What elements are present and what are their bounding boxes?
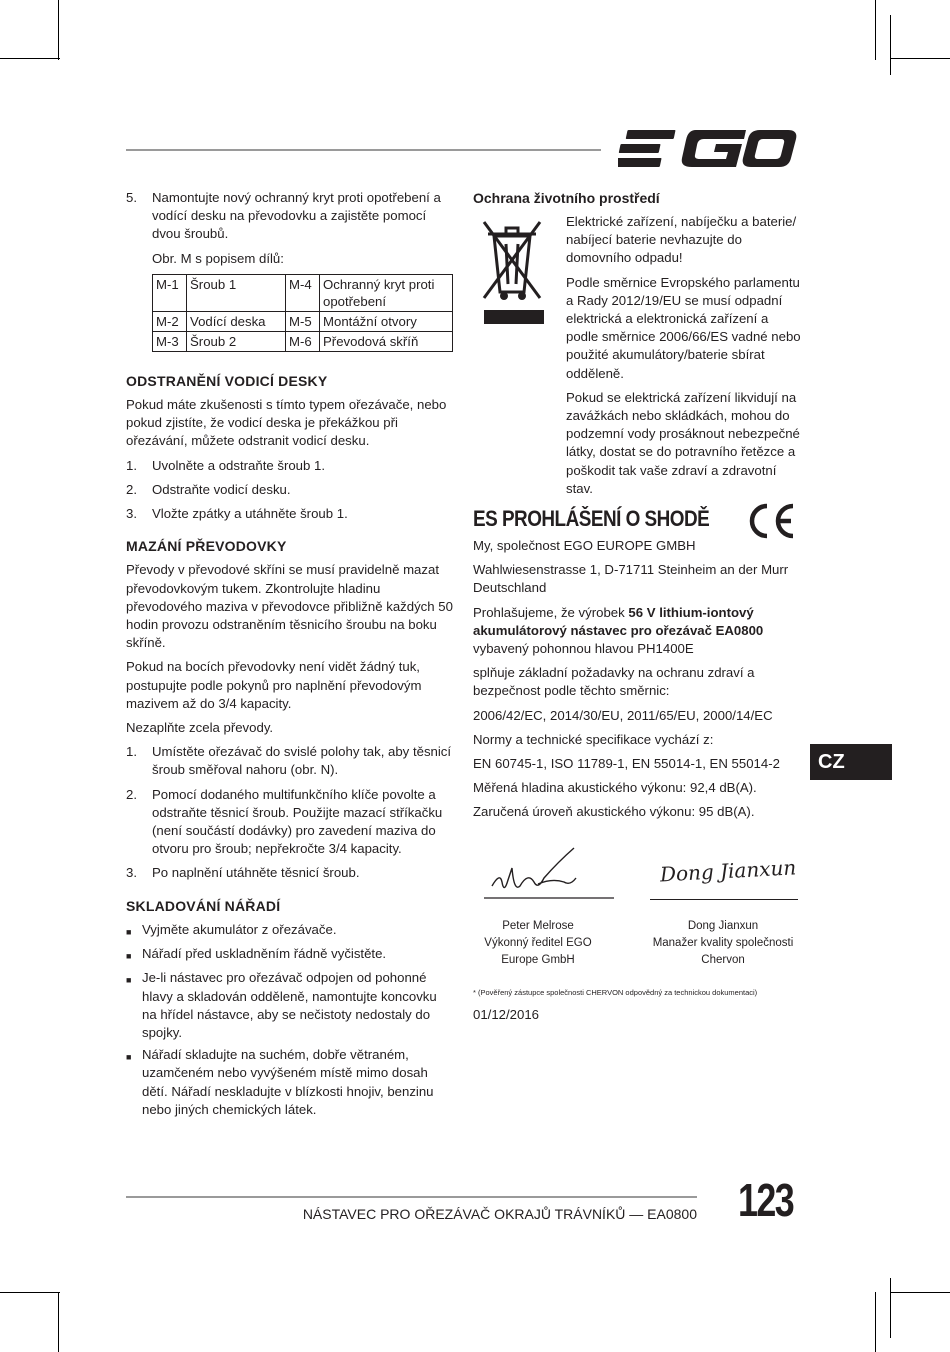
lube-step: 2. Pomocí dodaného multifunkčního klíče povolte a odstraňte těsnicí šroub. Použijte mazací stříkačku (není součástí dodávky) pro zavedení maziva do otvoru pro šroub; nepřekročte 3/4 kapacity.	[126, 786, 443, 857]
weee-bin-icon	[478, 214, 546, 326]
crop-mark	[890, 1292, 950, 1293]
section-heading-lube: MAZÁNÍ PŘEVODOVKY	[126, 538, 287, 555]
header-rule	[126, 149, 601, 151]
declaration-heading: ES PROHLÁŠENÍ O SHODĚ	[473, 506, 710, 531]
list-item: ■ Vyjměte akumulátor z ořezávače.	[126, 921, 454, 941]
footnote: * (Pověřený zástupce společnosti CHERVON odpovědný za technickou dokumentaci)	[473, 988, 758, 997]
section-heading-remove: ODSTRANĚNÍ VODICÍ DESKY	[126, 372, 328, 389]
declaration-date: 01/12/2016	[473, 1007, 540, 1022]
lube-step: 3. Po naplnění utáhněte těsnicí šroub.	[126, 865, 360, 881]
step-5: 5. Namontujte nový ochranný kryt proti opotřebení a vodící desku na převodovku a zajistěte pomocí dvou šroubů.	[126, 190, 441, 242]
bullet-icon: ■	[126, 1052, 132, 1063]
signer-2: Dong Jianxun Manažer kvality společnosti Chervon	[652, 920, 794, 966]
crop-mark	[890, 15, 891, 75]
table-row: M-1 Šroub 1 M-4 Ochranný kryt proti opotřebení	[153, 274, 453, 311]
crop-mark	[875, 1292, 876, 1352]
crop-mark	[58, 0, 59, 60]
signature-2: Dong Jianxun	[650, 862, 798, 900]
lube-paragraph: Převody v převodové skříni se musí pravidelně mazat převodovkovým tukem. Zkontrolujte hladinu převodového maziva v převodovce přibližně každých 50 hodin provozu odstraněním těsnicího šroubu na boku skříně.	[126, 562, 453, 651]
table-row: M-2 Vodící deska M-5 Montážní otvory	[153, 311, 453, 331]
env-text: Elektrické zařízení, nabíječku a baterie/ nabíjecí baterie nevhazujte do domovního odpadu! Podle směrnice Evropského parlamentu a Rady 2012/19/EU se musí odpadní elektrická a elektronická zařízení a podle směrnice 2006/66/ES vadné nebo použité akumulátory/baterie sbírat odděleně. Pokud se elektrická zařízení likvidují na zavážkách nebo skládkách, mohou do podzemní vody prosáknout nebezpečné látky, dostat se do potravního řetězce a poškodit tak vaše zdraví a zdravotní stav.	[566, 214, 801, 496]
crop-mark	[890, 1278, 891, 1338]
parts-table	[152, 274, 453, 352]
declaration-body: My, společnost EGO EUROPE GMBH Wahlwiesenstrasse 1, D-71711 Steinheim an der Murr Deutschland Prohlašujeme, že výrobek 56 V lithium-iontový akumulátorový nástavec pro ořezávač EA0800 vybavený pohonnou hlavou PH1400E splňuje základní požadavky na ochranu zdraví a bezpečnost podle těchto směrnic: 2006/42/EC, 2014/30/EU, 2011/65/EU, 2000/14/EC Normy a technické specifikace vychází z: EN 60745-1, ISO 11789-1, EN 55014-1, EN 55014-2 Měřená hladina akustického výkonu: 92,4 dB(A). Zaručená úroveň akustického výkonu: 95 dB(A).	[473, 537, 803, 828]
crop-mark	[890, 58, 950, 59]
page-number: 123	[738, 1174, 794, 1226]
lube-paragraph: Nezaplňte zcela převody.	[126, 720, 274, 736]
figure-caption: Obr. M s popisem dílů:	[152, 250, 284, 266]
brand-logo	[618, 128, 798, 170]
section-heading-storage: SKLADOVÁNÍ NÁŘADÍ	[126, 897, 281, 914]
signature-1	[478, 842, 616, 900]
env-heading: Ochrana životního prostředí	[473, 190, 660, 206]
remove-step: 1. Uvolněte a odstraňte šroub 1.	[126, 457, 326, 473]
table-row: M-3 Šroub 2 M-6 Převodová skříň	[153, 331, 453, 351]
remove-step: 2. Odstraňte vodicí desku.	[126, 481, 291, 497]
signer-1: Peter Melrose Výkonný ředitel EGO Europe GmbH	[484, 920, 592, 966]
language-tab: CZ	[810, 744, 892, 780]
lube-step: 1. Umístěte ořezávač do svislé polohy tak, aby těsnicí šroub směřoval nahoru (obr. N).	[126, 744, 452, 778]
list-item: ■ Je-li nástavec pro ořezávač odpojen od pohonné hlavy a skladován odděleně, namontujte koncovku na hřídel nástavce, aby se nečistoty nedostaly do spojky.	[126, 969, 454, 1042]
left-column	[126, 189, 454, 1123]
bullet-icon: ■	[126, 975, 132, 986]
footer-title: NÁSTAVEC PRO OŘEZÁVAČ OKRAJŮ TRÁVNÍKŮ — EA0800	[302, 1206, 697, 1222]
bullet-icon: ■	[126, 926, 132, 937]
crop-mark	[0, 58, 60, 59]
declaration-product: Prohlašujeme, že výrobek 56 V lithium-iontový akumulátorový nástavec pro ořezávač EA0800 vybavený pohonnou hlavou PH1400E	[473, 604, 764, 657]
crop-mark	[0, 1292, 60, 1293]
list-item: ■ Nářadí skladujte na suchém, dobře větraném, uzamčeném nebo vyvýšeném místě mimo dosah dětí. Nářadí neskladujte v blízkosti hnojiv, benzinu nebo jiných chemických látek.	[126, 1046, 454, 1119]
crop-mark	[875, 0, 876, 60]
footer-rule	[126, 1196, 697, 1198]
remove-intro: Pokud máte zkušenosti s tímto typem ořezávače, nebo pokud zjistíte, že vodicí deska je překážkou při ořezávání, můžete odstranit vodicí desku.	[126, 397, 447, 449]
list-item: ■ Nářadí před uskladněním řádně vyčistěte.	[126, 945, 454, 965]
ce-mark-icon	[745, 502, 797, 540]
crop-mark	[58, 1292, 59, 1352]
remove-step: 3. Vložte zpátky a utáhněte šroub 1.	[126, 506, 348, 522]
lube-paragraph: Pokud na bocích převodovky není vidět žádný tuk, postupujte podle pokynů pro naplnění převodovým mazivem až do 3/4 kapacity.	[126, 659, 422, 711]
bullet-icon: ■	[126, 951, 132, 962]
